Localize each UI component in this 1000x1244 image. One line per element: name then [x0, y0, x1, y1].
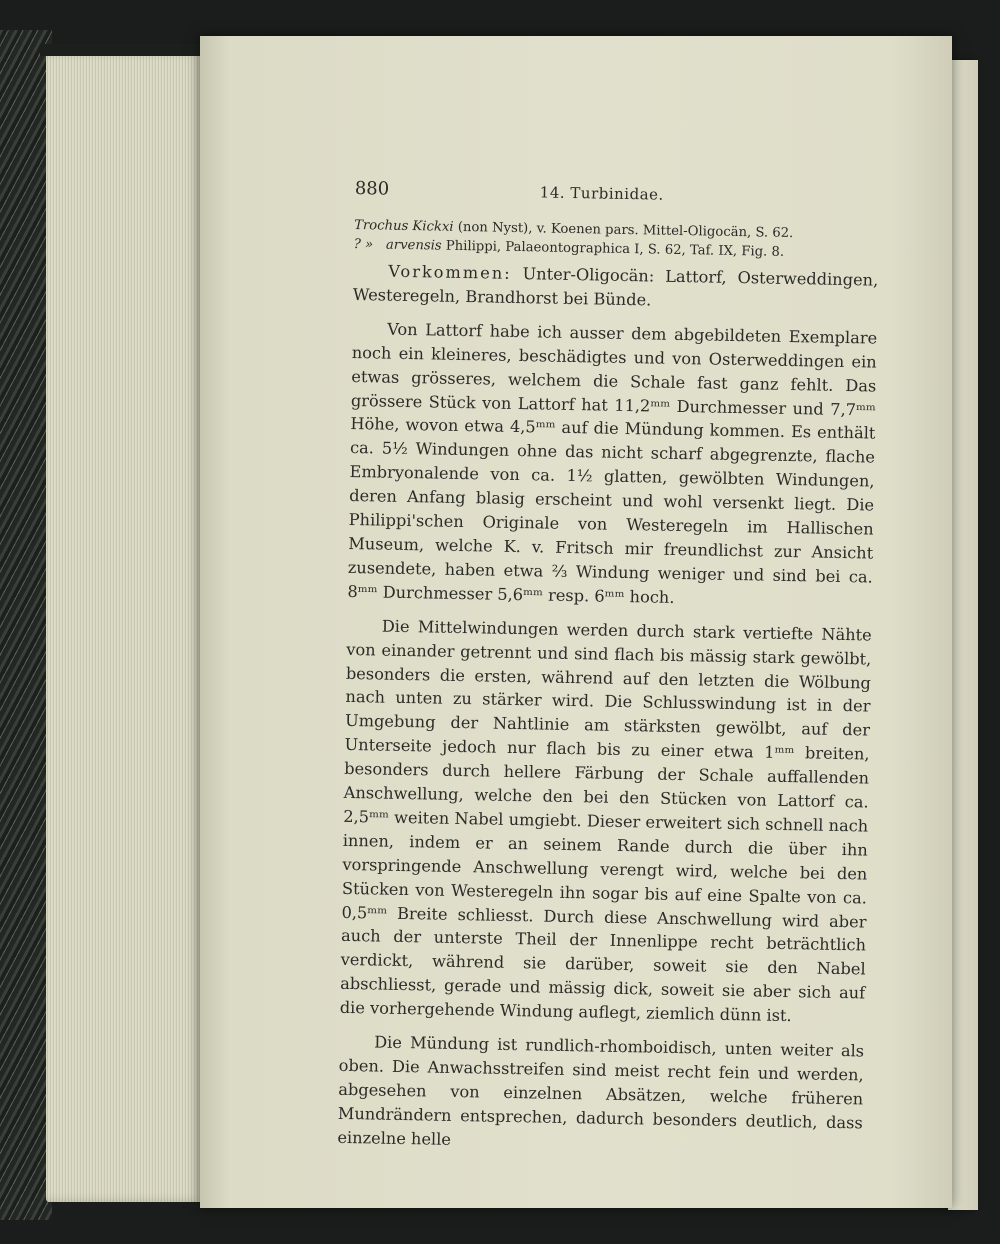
body-paragraph: Von Lattorf habe ich ausser dem abgebildeten Exemplare noch ein kleineres, beschädigtes und von Osterweddingen ein etwas grösseres, welchem die Schale fast ganz fehlt. Das grössere Stück von Lattorf hat 11,2ᵐᵐ Durchmesser und 7,7ᵐᵐ Höhe, wovon etwa 4,5ᵐᵐ auf die Mündung kommen. Es enthält ca. 5½ Windungen ohne das nicht scharf abgegrenzte, flache Embryonalende von ca. 1½ glatten, gewölbten Windungen, deren Anfang blasig erscheint und wohl versenkt liegt. Die Philippi'schen Originale von Westeregeln im Hallischen Museum, welche K. v. Fritsch mir freundlichst zur Ansicht zusendete, haben etwa ⅔ Windung weniger und sind bei ca. 8ᵐᵐ Durchmesser 5,6ᵐᵐ resp. 6ᵐᵐ hoch. — [347, 319, 878, 607]
page-edges — [46, 52, 206, 1202]
next-page-edge — [948, 60, 978, 1210]
occurrence-paragraph — [353, 259, 879, 316]
reference-author: (non Nyst), v. Koenen pars. Mittel-Oligocän, S. 62. — [457, 219, 794, 242]
synonymy-references — [354, 216, 880, 264]
taxon-name: arvensis — [385, 237, 442, 254]
taxon-name: Trochus Kickxi — [353, 217, 454, 235]
book-cover — [0, 30, 52, 1220]
body-paragraph: Die Mündung ist rundlich-rhomboidisch, unten weiter als oben. Die Anwachsstreifen sind meist recht fein und werden, abgesehen von einzelnen Absätzen, welche früheren Mundrändern entsprechen, dadurch besonders deutlich, dass einzelne helle — [337, 1032, 865, 1149]
reference-mark: ? » — [353, 236, 374, 253]
reference-author: Philippi, Palaeontographica I, S. 62, Taf. IX, Fig. 8. — [445, 238, 785, 260]
occurrence-text: Unter-Oligocän: Lattorf, Osterweddingen, Westeregeln, Brandhorst bei Bünde. — [352, 264, 879, 310]
running-head: 14. Turbinidae. — [539, 183, 664, 204]
body-paragraph: Die Mittelwindungen werden durch stark vertiefte Nähte von einander getrennt und sind flach bis mässig stark gewölbt, besonders die ersten, während auf den letzten die Wölbung nach unten zu stärker wird. Die Schlusswindung ist in der Umgebung der Nahtlinie am stärksten gewölbt, auf der Unterseite jedoch nur flach bis zu einer etwa 1ᵐᵐ breiten, besonders durch hellere Färbung der Schale auffallenden Anschwellung, welche den bei den Stücken von Lattorf ca. 2,5ᵐᵐ weiten Nabel umgiebt. Dieser erweitert sich schnell nach innen, indem er an seinem Rande durch die über ihn vorspringende Anschwellung verengt wird, welche bei den Stücken von Westeregeln ihn sogar bis auf eine Spalte von ca. 0,5ᵐᵐ Breite schliesst. Durch diese Anschwellung wird aber auch der unterste Theil der Innenlippe recht beträchtlich verdickt, während sie darüber, soweit sie den Nabel abschliesst, gerade und mässig dick, soweit sie aber sich auf die vorhergehende Windung auflegt, ziemlich dünn ist. — [339, 616, 872, 1026]
page-number: 880 — [354, 178, 390, 200]
occurrence-label: Vorkommen: — [388, 261, 512, 283]
page-text — [337, 178, 880, 1159]
